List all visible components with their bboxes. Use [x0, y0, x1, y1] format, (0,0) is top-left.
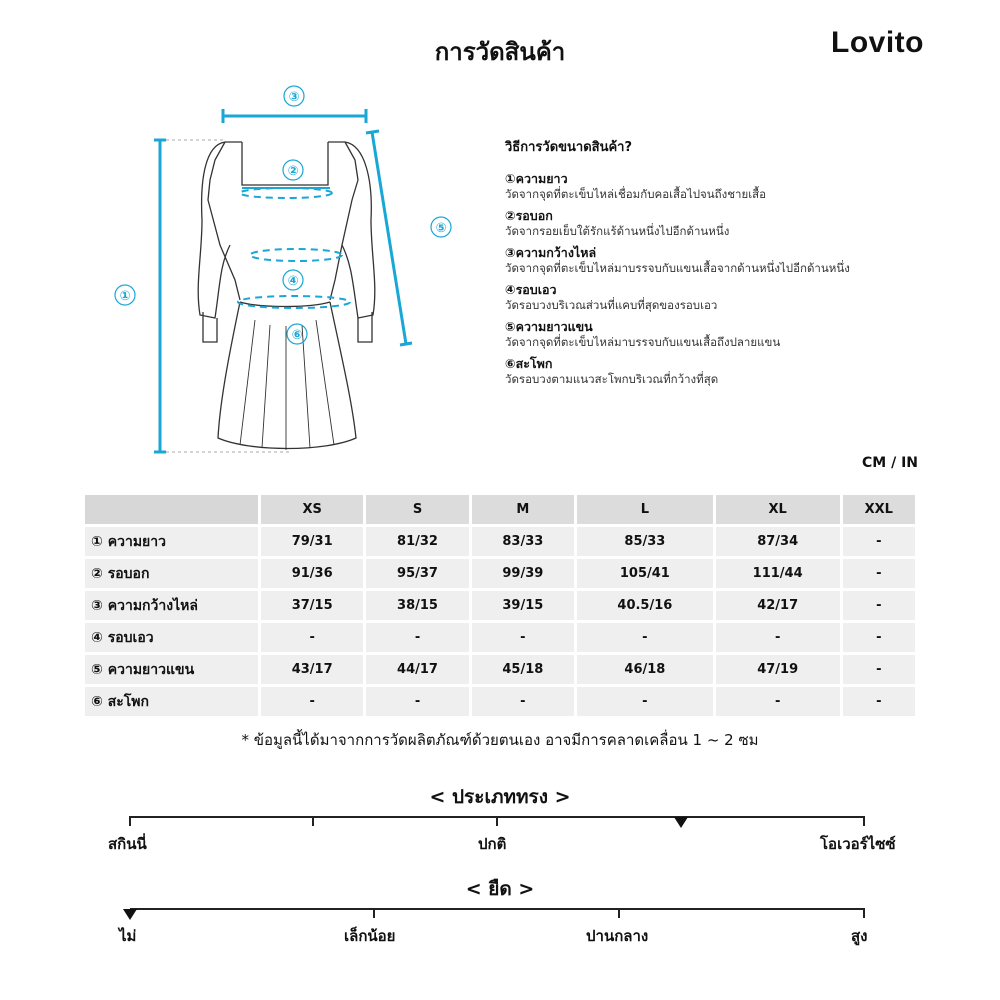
- table-cell: 39/15: [472, 591, 574, 620]
- fit-scale-tick: [496, 816, 498, 826]
- table-cell: -: [843, 655, 915, 684]
- label-shoulder: ③: [288, 90, 300, 105]
- how-to-heading: ⑤ความยาวแขน: [505, 319, 593, 334]
- how-to-heading: ③ความกว้างไหล่: [505, 245, 597, 260]
- row-label: ⑥ สะโพก: [85, 687, 258, 716]
- brand-logo: Lovito: [831, 26, 924, 59]
- waist-ellipse: [250, 249, 342, 261]
- how-to-desc: วัดรอบวงตามแนวสะโพกบริเวณที่กว้างที่สุด: [505, 372, 719, 386]
- how-to-desc: วัดรอบวงบริเวณส่วนที่แคบที่สุดของรอบเอว: [505, 298, 718, 312]
- table-cell: -: [843, 591, 915, 620]
- how-to-item: [505, 319, 925, 350]
- table-cell: 95/37: [366, 559, 468, 588]
- label-sleeve: ⑤: [435, 221, 447, 236]
- table-cell: -: [577, 687, 713, 716]
- stretch-scale-axis: [130, 908, 864, 910]
- bust-ellipse: [240, 188, 332, 198]
- size-header: M: [472, 495, 574, 524]
- row-label: ⑤ ความยาวแขน: [85, 655, 258, 684]
- how-to-item: [505, 208, 925, 239]
- how-to-item: [505, 171, 925, 202]
- row-label: ② รอบอก: [85, 559, 258, 588]
- table-cell: 111/44: [716, 559, 840, 588]
- table-cell: 99/39: [472, 559, 574, 588]
- table-cell: 45/18: [472, 655, 574, 684]
- table-cell: 91/36: [261, 559, 363, 588]
- how-to-title: วิธีการวัดขนาดสินค้า?: [505, 140, 633, 155]
- dress-measurement-figure: [90, 80, 470, 470]
- table-row: [85, 623, 915, 652]
- label-waist: ④: [287, 274, 299, 289]
- table-cell: 38/15: [366, 591, 468, 620]
- table-corner: [85, 495, 258, 524]
- table-row: [85, 591, 915, 620]
- table-header-row: [85, 495, 915, 524]
- table-row: [85, 687, 915, 716]
- fit-scale-tick: [863, 816, 865, 826]
- table-row: [85, 655, 915, 684]
- table-row: [85, 527, 915, 556]
- how-to-item: [505, 245, 925, 276]
- table-cell: 81/32: [366, 527, 468, 556]
- table-cell: 85/33: [577, 527, 713, 556]
- table-cell: -: [843, 527, 915, 556]
- table-cell: 40.5/16: [577, 591, 713, 620]
- stretch-label-medium: ปานกลาง: [586, 927, 649, 945]
- how-to-item: [505, 356, 925, 387]
- row-label: ③ ความกว้างไหล่: [85, 591, 258, 620]
- row-label: ④ รอบเอว: [85, 623, 258, 652]
- label-hip: ⑥: [291, 328, 303, 343]
- stretch-scale-tick: [373, 908, 375, 918]
- measurement-note: * ข้อมูลนี้ได้มาจากการวัดผลิตภัณฑ์ด้วยตนเอง อาจมีการคลาดเคลื่อน 1 ~ 2 ซม: [241, 731, 759, 749]
- stretch-label-high: สูง: [851, 927, 868, 945]
- how-to-heading: ⑥สะโพก: [505, 356, 553, 371]
- table-cell: -: [843, 623, 915, 652]
- size-header: XS: [261, 495, 363, 524]
- table-cell: -: [716, 687, 840, 716]
- how-to-measure: [505, 136, 925, 393]
- fit-marker-icon: [674, 817, 688, 828]
- how-to-item: [505, 282, 925, 313]
- table-cell: -: [843, 559, 915, 588]
- table-cell: -: [577, 623, 713, 652]
- how-to-desc: วัดจากจุดที่ตะเข็บไหล่มาบรรจบกับแขนเสื้อถึงปลายแขน: [505, 335, 781, 349]
- table-cell: -: [472, 623, 574, 652]
- stretch-scale-title: < ยืด >: [465, 878, 535, 900]
- sleeve-line: [372, 132, 406, 344]
- table-cell: 47/19: [716, 655, 840, 684]
- table-cell: -: [366, 623, 468, 652]
- fit-label-regular: ปกติ: [478, 835, 507, 853]
- stretch-marker-icon: [123, 909, 137, 920]
- unit-label: CM / IN: [862, 455, 918, 471]
- how-to-desc: วัดจากจุดที่ตะเข็บไหล่เชื่อมกับคอเสื้อไปจนถึงชายเสื้อ: [505, 187, 767, 201]
- size-header: L: [577, 495, 713, 524]
- fit-label-skinny: สกินนี่: [108, 835, 147, 853]
- size-header: XXL: [843, 495, 915, 524]
- fit-scale-tick: [129, 816, 131, 826]
- how-to-heading: ④รอบเอว: [505, 282, 557, 297]
- table-cell: 87/34: [716, 527, 840, 556]
- table-cell: 79/31: [261, 527, 363, 556]
- table-cell: 83/33: [472, 527, 574, 556]
- table-cell: 42/17: [716, 591, 840, 620]
- label-length: ①: [119, 289, 131, 304]
- table-cell: -: [472, 687, 574, 716]
- fit-scale-tick: [312, 816, 314, 826]
- table-cell: -: [843, 687, 915, 716]
- size-header: S: [366, 495, 468, 524]
- how-to-heading: ①ความยาว: [505, 171, 568, 186]
- stretch-label-slight: เล็กน้อย: [344, 927, 396, 945]
- table-cell: 37/15: [261, 591, 363, 620]
- table-cell: 44/17: [366, 655, 468, 684]
- how-to-desc: วัดจากจุดที่ตะเข็บไหล่มาบรรจบกับแขนเสื้อจากด้านหนึ่งไปอีกด้านหนึ่ง: [505, 261, 850, 275]
- table-cell: -: [366, 687, 468, 716]
- fit-label-oversize: โอเวอร์ไซซ์: [820, 835, 896, 853]
- row-label: ① ความยาว: [85, 527, 258, 556]
- how-to-heading: ②รอบอก: [505, 208, 553, 223]
- table-cell: -: [261, 687, 363, 716]
- how-to-desc: วัดจากรอยเย็บใต้รักแร้ด้านหนึ่งไปอีกด้านหนึ่ง: [505, 224, 730, 238]
- stretch-label-none: ไม่: [119, 927, 137, 945]
- table-cell: 105/41: [577, 559, 713, 588]
- size-table: [82, 492, 918, 719]
- stretch-scale-tick: [618, 908, 620, 918]
- stretch-scale-tick: [863, 908, 865, 918]
- table-cell: 46/18: [577, 655, 713, 684]
- size-header: XL: [716, 495, 840, 524]
- label-bust: ②: [287, 164, 299, 179]
- table-cell: -: [716, 623, 840, 652]
- table-cell: 43/17: [261, 655, 363, 684]
- page-title: การวัดสินค้า: [434, 38, 566, 66]
- fit-scale-title: < ประเภททรง >: [429, 786, 571, 808]
- table-cell: -: [261, 623, 363, 652]
- table-row: [85, 559, 915, 588]
